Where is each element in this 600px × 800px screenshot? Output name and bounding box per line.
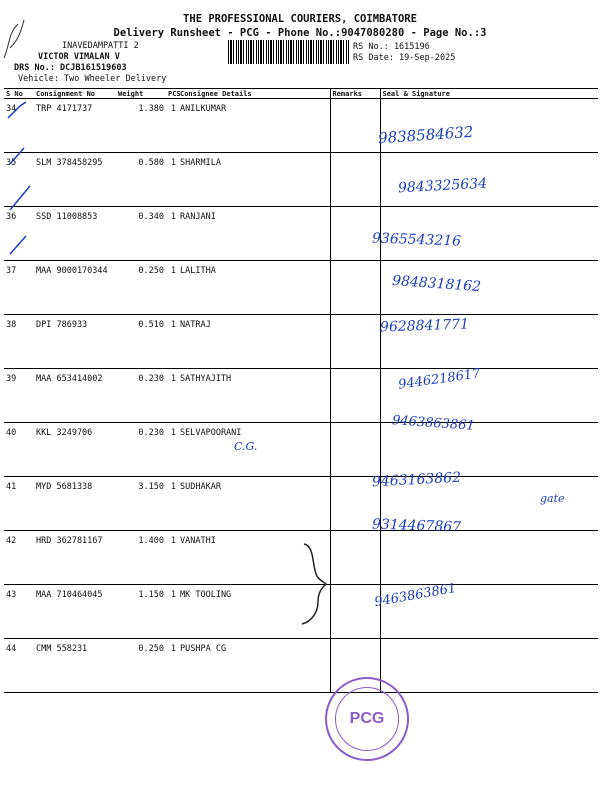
cell-sno: 37 <box>4 261 34 315</box>
table-header-row <box>4 89 598 99</box>
cell-consignment: MAA 710464045 <box>34 585 116 639</box>
table-row <box>4 207 598 261</box>
cell-weight: 1.380 <box>116 99 166 153</box>
cell-sno: 39 <box>4 369 34 423</box>
cell-consignment: TRP 4171737 <box>34 99 116 153</box>
vehicle-type: Vehicle: Two Wheeler Delivery <box>18 74 167 84</box>
col-weight: Weight <box>116 89 166 99</box>
table-row <box>4 423 598 477</box>
table-row <box>4 639 598 693</box>
col-pcs: PCS <box>168 89 181 98</box>
col-consignment: Consignment No <box>34 89 116 99</box>
cell-pcs: 1 <box>166 369 178 423</box>
col-remarks: Remarks <box>330 89 380 99</box>
cell-pcs: 1 <box>166 477 178 531</box>
table-row <box>4 477 598 531</box>
cell-consignment: SSD 11008853 <box>34 207 116 261</box>
cell-pcs: 1 <box>166 315 178 369</box>
cell-pcs: 1 <box>166 261 178 315</box>
cell-consignee: PUSHPA CG <box>178 639 330 693</box>
cell-pcs: 1 <box>166 99 178 153</box>
cell-consignee: SATHYAJITH <box>178 369 330 423</box>
cell-sno: 44 <box>4 639 34 693</box>
cell-remarks <box>330 585 380 639</box>
col-signature: Seal & Signature <box>380 89 598 99</box>
cell-consignee: SELVAPOORANI <box>178 423 330 477</box>
cell-signature <box>380 531 598 585</box>
cell-sno: 43 <box>4 585 34 639</box>
handwritten-phone: 9848318162 <box>391 272 482 296</box>
cell-signature <box>380 369 598 423</box>
cell-pcs: 1 <box>166 207 178 261</box>
table-row <box>4 315 598 369</box>
cell-remarks <box>330 369 380 423</box>
runsheet-title: Delivery Runsheet - PCG - Phone No.:9047080280 - Page No.:3 <box>113 27 487 39</box>
barcode <box>228 40 350 64</box>
handwritten-phone: 9314467867 <box>371 516 462 536</box>
cell-pcs: 1 <box>166 423 178 477</box>
table-row <box>4 369 598 423</box>
handwritten-note-gate: gate <box>540 492 565 505</box>
cell-remarks <box>330 315 380 369</box>
cell-consignment: HRD 362781167 <box>34 531 116 585</box>
cell-remarks <box>330 153 380 207</box>
cell-pcs: 1 <box>166 585 178 639</box>
cell-consignee: VANATHI <box>178 531 330 585</box>
handwritten-phone: 9446218617 <box>397 366 482 393</box>
drs-number: DRS No.: DCJB161519603 <box>14 63 127 73</box>
cell-consignment: SLM 378458295 <box>34 153 116 207</box>
handwritten-phone: 9365543216 <box>371 230 462 250</box>
handwritten-phone: 9628841771 <box>379 316 470 336</box>
cell-signature <box>380 99 598 153</box>
cell-weight: 0.230 <box>116 369 166 423</box>
cell-remarks <box>330 531 380 585</box>
delivery-area: INAVEDAMPATTI 2 <box>62 41 139 51</box>
cell-signature <box>380 153 598 207</box>
handwritten-phone: 9463163862 <box>371 469 462 491</box>
handwritten-phone: 9838584632 <box>377 122 474 148</box>
cell-remarks <box>330 477 380 531</box>
cell-weight: 1.400 <box>116 531 166 585</box>
rs-number: RS No.: 1615196 <box>353 42 430 52</box>
company-title: THE PROFESSIONAL COURIERS, COIMBATORE <box>183 13 417 25</box>
cell-signature <box>380 423 598 477</box>
cell-signature <box>380 207 598 261</box>
cell-consignee: SUDHAKAR <box>178 477 330 531</box>
cell-consignee: LALITHA <box>178 261 330 315</box>
cell-sno: 38 <box>4 315 34 369</box>
cell-remarks <box>330 261 380 315</box>
cell-consignee: SHARMILA <box>178 153 330 207</box>
cell-consignee: MK TOOLING <box>178 585 330 639</box>
cell-weight: 0.250 <box>116 639 166 693</box>
cell-sno: 34 <box>4 99 34 153</box>
rs-date: RS Date: 19-Sep-2025 <box>353 53 456 63</box>
table-row <box>4 99 598 153</box>
cell-consignment: CMM 558231 <box>34 639 116 693</box>
cell-remarks <box>330 99 380 153</box>
cell-signature <box>380 477 598 531</box>
cell-signature <box>380 585 598 639</box>
cell-sno: 41 <box>4 477 34 531</box>
cell-remarks <box>330 207 380 261</box>
cell-pcs: 1 <box>166 153 178 207</box>
cell-signature <box>380 315 598 369</box>
cell-sno: 42 <box>4 531 34 585</box>
cell-consignment: DPI 786933 <box>34 315 116 369</box>
col-sno: S No <box>4 89 34 99</box>
cell-weight: 0.250 <box>116 261 166 315</box>
handwritten-note-cg: C.G. <box>234 440 258 453</box>
pcg-stamp <box>325 677 409 761</box>
table-row <box>4 153 598 207</box>
cell-sno: 40 <box>4 423 34 477</box>
cell-sno: 35 <box>4 153 34 207</box>
cell-remarks <box>330 423 380 477</box>
cell-consignment: MAA 653414002 <box>34 369 116 423</box>
runsheet-table <box>4 88 598 693</box>
cell-weight: 0.230 <box>116 423 166 477</box>
staff-name: VICTOR VIMALAN V <box>38 52 120 62</box>
cell-weight: 0.340 <box>116 207 166 261</box>
cell-weight: 0.580 <box>116 153 166 207</box>
cell-sno: 36 <box>4 207 34 261</box>
cell-signature <box>380 639 598 693</box>
table-row <box>4 261 598 315</box>
handwritten-phone: 9463863861 <box>373 580 458 611</box>
table-row <box>4 531 598 585</box>
cell-consignee: RANJANI <box>178 207 330 261</box>
cell-consignee: NATRAJ <box>178 315 330 369</box>
cell-pcs: 1 <box>166 531 178 585</box>
cell-consignment: KKL 3249706 <box>34 423 116 477</box>
cell-weight: 1.150 <box>116 585 166 639</box>
cell-signature <box>380 261 598 315</box>
cell-consignment: MYD 5681338 <box>34 477 116 531</box>
col-consignee: Consignee Details <box>178 89 330 99</box>
cell-consignee: ANILKUMAR <box>178 99 330 153</box>
stamp-text: PCG <box>335 687 399 751</box>
handwritten-phone: 9463863861 <box>391 413 476 434</box>
cell-weight: 0.510 <box>116 315 166 369</box>
cell-consignment: MAA 9000170344 <box>34 261 116 315</box>
cell-pcs: 1 <box>166 639 178 693</box>
handwritten-phone: 9843325634 <box>397 175 488 197</box>
cell-weight: 3.150 <box>116 477 166 531</box>
table-row <box>4 585 598 639</box>
